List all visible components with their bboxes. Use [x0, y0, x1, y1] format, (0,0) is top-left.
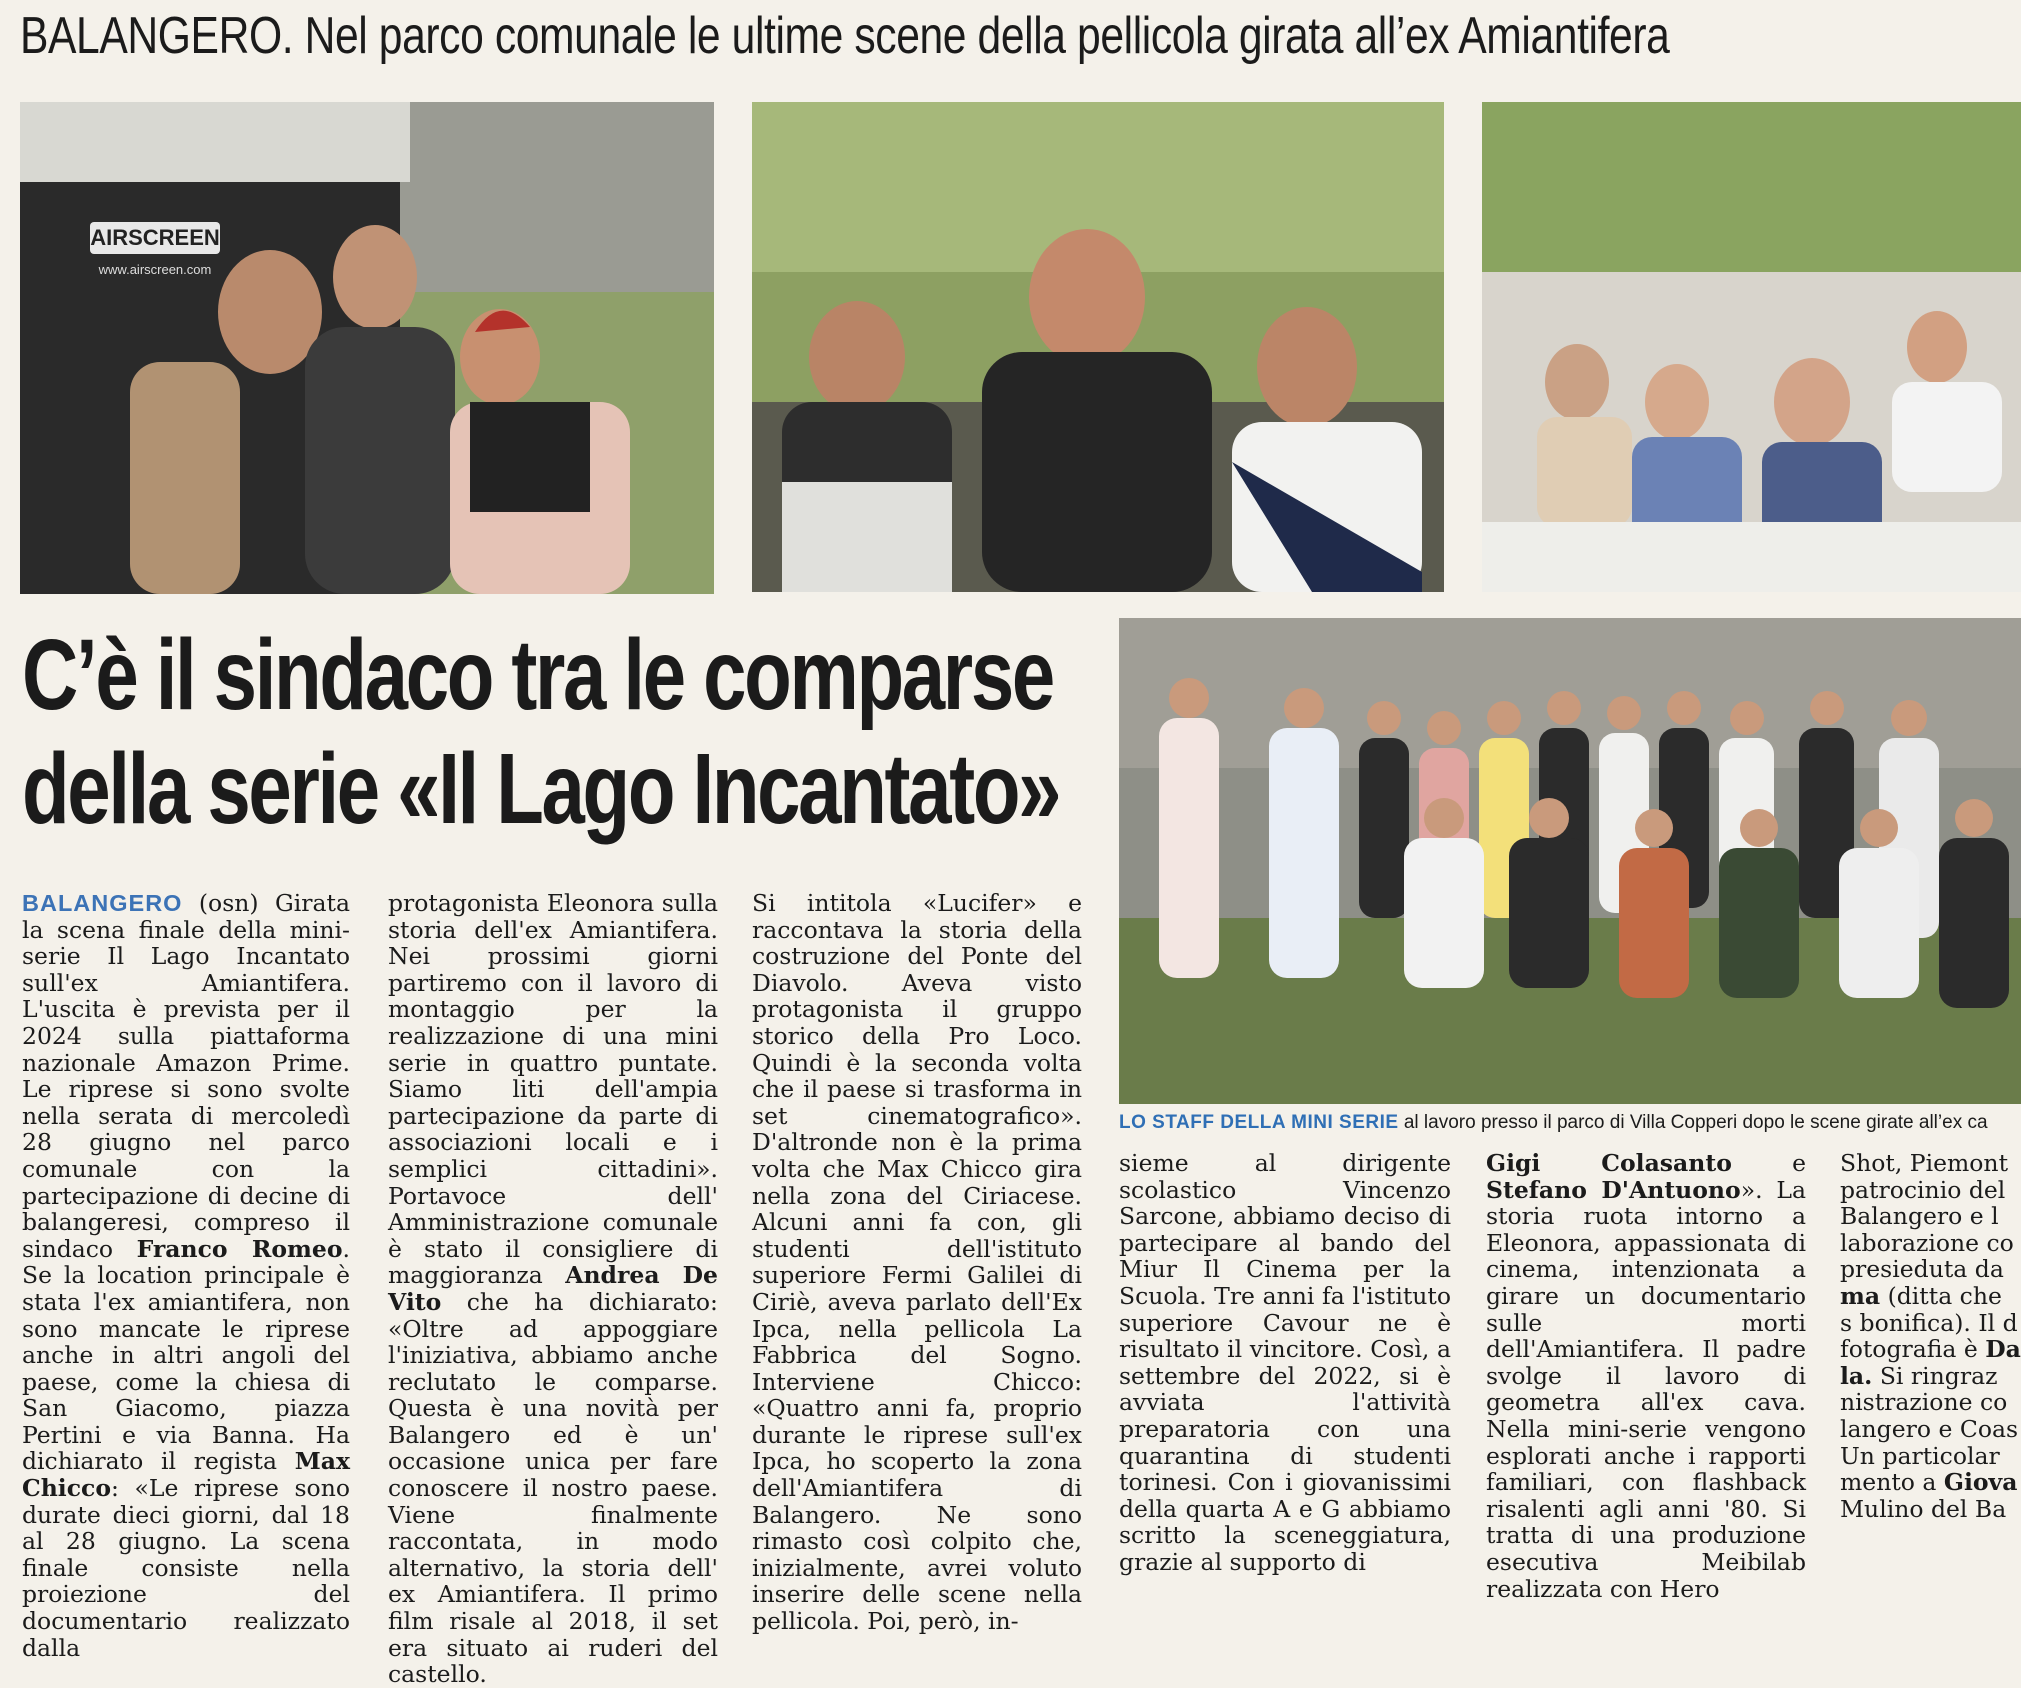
column-1-text: (osn) Girata la scena finale della mini-serie Il Lago Incantato sull'ex Amiantifera. L'uscita è prevista per il 2024 sulla piattaforma nazionale Amazon Prime. Le riprese si sono svolte nella serata di mercoledì 28 giugno nel parco comunale con la partecipazione di decine di balangeresi, compreso il sindaco: [22, 889, 350, 1263]
caption-label: LO STAFF DELLA MINI SERIE: [1119, 1112, 1399, 1133]
photo-director-actresses: [20, 102, 714, 594]
mayor-name: Franco Romeo: [136, 1234, 343, 1263]
column-6-text-e: Si ringraz nistrazione co langero e Coas Un particolar mento a: [1840, 1361, 2019, 1497]
photo-audience: [1482, 102, 2021, 592]
conjunction: e: [1792, 1149, 1806, 1177]
column-1-text-cont: . Se la location principale è stata l'ex amiantifera, non sono mancate le riprese anche in altri angoli del paese, come la chiesa di San Giacomo, piazza Pertini e via Banna. Ha dichiarato il regista: [22, 1234, 350, 1476]
column-6-bold-f: Giova: [1943, 1468, 2018, 1497]
column-1-quote: : «Le riprese sono durate dieci giorni, dal 18 al 28 giugno. La scena finale consiste nella proiezione del documentario realizzato dalla: [22, 1474, 350, 1662]
airscreen-banner-url: www.airscreen.com: [98, 262, 212, 277]
councillor-name: Andrea De Vito: [388, 1261, 718, 1316]
column-6-text-c: (ditta che s bonifica). Il d fotografia è: [1840, 1281, 2018, 1364]
article-column-2: [388, 889, 718, 1688]
airscreen-banner-text: AIRSCREEN: [90, 225, 220, 250]
photo-young-actors: [752, 102, 1444, 592]
article-location: BALANGERO: [22, 890, 183, 916]
column-6-text-g: Mulino del Ba: [1840, 1494, 2007, 1523]
column-5-text: ». La storia ruota intorno a Eleonora, appassionata di cinema, intenzionata a girare un documentario sulle morti dell'Amiantifera. Il padre svolge il lavoro di geometra all'ex cava. Nella mini-serie vengono esplorati anche i rapporti familiari, con flashback risalenti agli anni '80. Si tratta di una produzione esecutiva Meibilab realizzata con Hero: [1486, 1175, 1807, 1603]
column-4-text: sieme al dirigente scolastico Vincenzo Sarcone, abbiamo deciso di partecipare al bando del Miur Il Cinema per la Scuola. Tre anni fa l'istituto superiore Cavour ne è risultato il vincitore. Così, a settembre del 2022, si è avviata l'attività preparatoria con una quarantina di studenti torinesi. Con i giovanissimi della quarta A e G abbiamo scritto la sceneggiatura, grazie al supporto di: [1119, 1149, 1451, 1576]
article-column-1: [22, 889, 350, 1662]
photo-staff-group: [1119, 618, 2021, 1104]
column-6-bold-d: Da la.: [1840, 1335, 2021, 1390]
student-name-2: Stefano D'Antuono: [1486, 1175, 1741, 1204]
caption-text: al lavoro presso il parco di Villa Copperi dopo le scene girate all’ex ca: [1403, 1112, 1988, 1133]
column-2-text: protagonista Eleonora sulla storia dell'ex Amiantifera. Nei prossimi giorni partiremo con il lavoro di montaggio per la realizzazione di una mini serie in quattro puntate. Siamo liti dell'ampia partecipazione da parte di associazioni locali e i semplici cittadini». Portavoce dell' Amministrazione comunale è stato il consigliere di maggioranza: [388, 889, 718, 1290]
director-name: Max Chicco: [22, 1447, 350, 1503]
column-3-text: Si intitola «Lucifer» e raccontava la storia della costruzione del Ponte del Diavolo. Aveva visto protagonista il gruppo storico della Pro Loco. Quindi è la seconda volta che il paese si trasforma in set cinematografico». D'altronde non è la prima volta che Max Chicco gira nella zona del Ciriacese. Alcuni anni fa con, gli studenti dell'istituto superiore Fermi Galilei di Ciriè, aveva parlato dell'Ex Ipca, nella pellicola La Fabbrica del Sogno. Interviene Chicco: «Quattro anni fa, proprio durante le riprese sull'ex Ipca, ho scoperto la zona dell'Amiantifera di Balangero. Ne sono rimasto così colpito che, inizialmente, avrei voluto inserire delle scene nella pellicola. Poi, però, in-: [752, 889, 1082, 1636]
column-6-bold-b: ma: [1840, 1281, 1881, 1310]
article-column-3: [752, 889, 1082, 1636]
article-column-4: [1119, 1149, 1451, 1576]
student-name-1: Gigi Colasanto: [1486, 1149, 1732, 1177]
headline-line-2: della serie «Il Lago Incantato»: [22, 733, 1060, 845]
column-6-text-a: Shot, Piemont patrocinio del Balangero e l laborazione co presieduta da: [1840, 1149, 2014, 1284]
headline-line-1: C’è il sindaco tra le comparse: [22, 619, 1053, 731]
column-2-text-cont: che ha dichiarato: «Oltre ad appoggiare l'iniziativa, abbiamo anche reclutato le comparse. Questa è una novità per Balangero ed è un' occasione unica per fare conoscere il nostro paese. Viene finalmente raccontata, in modo alternativo, la storia dell' ex Amiantifera. Il primo film risale al 2018, il set era situato ai ruderi del castello.: [388, 1287, 718, 1688]
article-column-6: [1840, 1149, 2021, 1523]
kicker-headline: BALANGERO. Nel parco comunale le ultime scene della pellicola girata all’ex Amiantifera: [20, 7, 1670, 65]
main-headline: [22, 618, 1060, 846]
article-column-5: [1486, 1149, 1807, 1603]
photo-caption: [1119, 1108, 2019, 1138]
